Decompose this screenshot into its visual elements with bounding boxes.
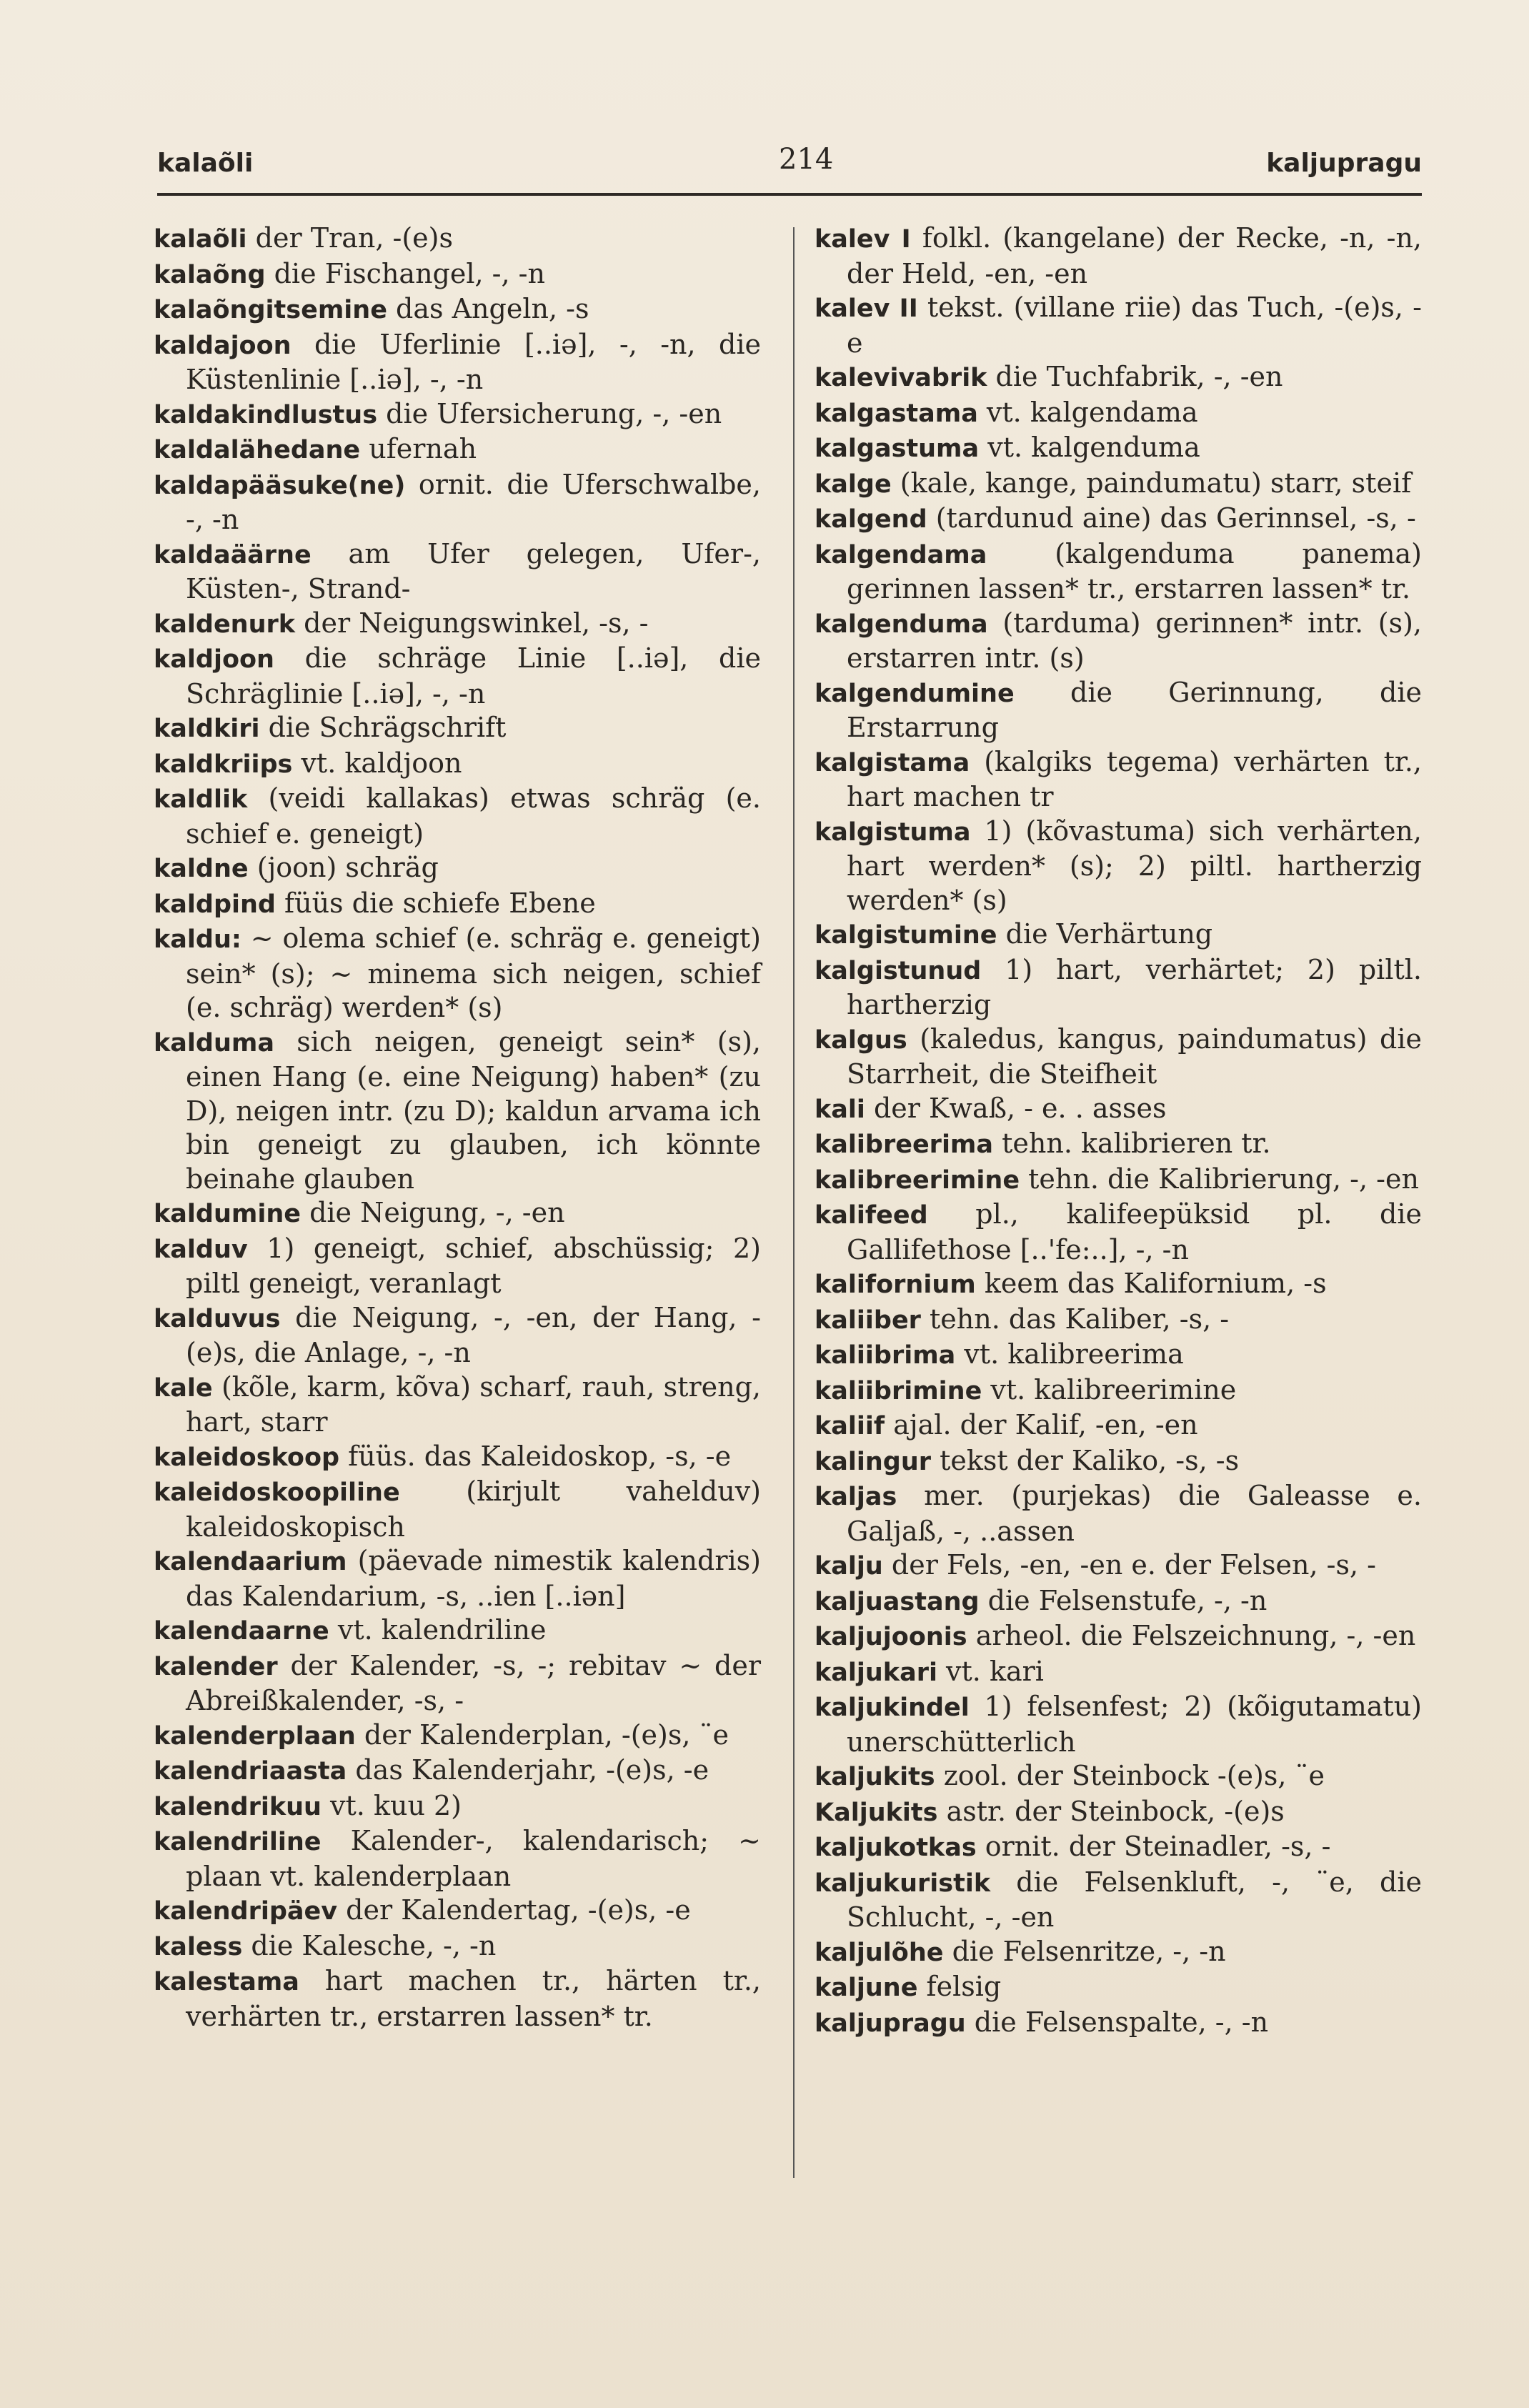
entry-headword: kalender — [154, 1652, 278, 1681]
entry-definition: 1) geneigt, schief, abschüssig; 2) piltl geneigt, veranlagt — [186, 1232, 770, 1299]
dictionary-entry — [154, 397, 761, 433]
entry-headword: kalifeed — [815, 1201, 928, 1230]
dictionary-entry — [154, 887, 761, 922]
dictionary-entry — [815, 676, 1431, 745]
entry-definition: die Tuchfabrik, -, -en — [987, 361, 1283, 392]
column-divider — [793, 227, 795, 2178]
dictionary-entry — [815, 607, 1431, 676]
entry-definition: (kale, kange, paindumatu) starr, steif — [891, 467, 1412, 499]
entry-definition: astr. der Steinbock, -(e)s — [937, 1795, 1285, 1827]
entry-headword: kaljune — [815, 1974, 918, 2002]
entry-definition: tekst. (villane riie) das Tuch, -(e)s, -e — [847, 292, 1422, 359]
dictionary-entry — [154, 782, 770, 851]
entry-definition: (kalgenduma panema) gerinnen lassen* tr., erstarren lassen* tr. — [847, 537, 1431, 605]
entry-definition: felsig — [917, 1971, 1002, 2002]
entry-headword: kalifornium — [815, 1270, 976, 1299]
entry-headword: kaldkriips — [154, 750, 293, 779]
entry-definition: 1) (kõvastuma) sich verhärten, hart werden* (s); 2) piltl. hartherzig werden* (s) — [847, 815, 1431, 916]
entry-headword: kaljupragu — [815, 2009, 966, 2038]
entry-definition: vt. kalgenduma — [979, 432, 1200, 463]
dictionary-entry — [154, 1544, 770, 1613]
entry-definition: (kaledus, kangus, paindumatus) die Starrheit, die Steifheit — [847, 1023, 1431, 1090]
entry-definition: die Neigung, -, -en, der Hang, -(e)s, die Anlage, -, -n — [186, 1301, 761, 1368]
entry-headword: kalge — [815, 469, 892, 499]
dictionary-entry — [154, 1370, 770, 1440]
entry-definition: tehn. das Kaliber, -s, - — [920, 1303, 1230, 1335]
dictionary-entry — [154, 1196, 761, 1232]
entry-headword: kaldaäärne — [154, 540, 312, 569]
dictionary-entry — [815, 1759, 1422, 1795]
entry-headword: kaliif — [815, 1412, 885, 1441]
entry-headword: kaldjoon — [154, 645, 274, 674]
dictionary-entry — [154, 747, 761, 782]
dictionary-entry — [154, 257, 761, 293]
entry-headword: kalgistunud — [815, 956, 982, 985]
dictionary-entry — [815, 1830, 1422, 1866]
entry-headword: kaljujoonis — [815, 1623, 967, 1651]
entry-definition: der Kalendertag, -(e)s, -e — [337, 1894, 691, 1926]
dictionary-entry — [815, 1408, 1422, 1444]
entry-definition: ajal. der Kalif, -en, -en — [885, 1409, 1198, 1441]
entry-definition: (kõle, karm, kõva) scharf, rauh, streng, hart, starr — [186, 1370, 770, 1438]
entry-definition: vt. kalibreerimine — [982, 1373, 1237, 1406]
entry-headword: kalduvus — [154, 1304, 281, 1333]
dictionary-entry — [815, 1444, 1422, 1480]
entry-headword: kalendripäev — [154, 1897, 338, 1926]
entry-definition: pl., kalifeepüksid pl. die Gallifethose [..'fe:..], -, -n — [847, 1198, 1431, 1265]
dictionary-entry — [154, 432, 761, 468]
entry-definition: tekst der Kaliko, -s, -s — [931, 1444, 1240, 1476]
entry-definition: tehn. kalibrieren tr. — [993, 1128, 1271, 1159]
entry-headword: kaljulõhe — [815, 1938, 944, 1967]
left-column — [154, 222, 770, 2034]
entry-headword: kaldu: — [154, 925, 241, 954]
dictionary-entry — [815, 1267, 1422, 1303]
entry-headword: kaldpind — [154, 890, 276, 919]
dictionary-entry — [154, 292, 761, 328]
entry-headword: kaliibrima — [815, 1341, 956, 1370]
entry-headword: kaldalähedane — [154, 436, 361, 464]
entry-definition: vt. kuu 2) — [321, 1789, 462, 1821]
dictionary-entry — [815, 917, 1422, 953]
entry-headword: kalibreerimine — [815, 1165, 1020, 1195]
entry-definition: die Schrägschrift — [259, 712, 507, 743]
entry-headword: kalduv — [154, 1235, 248, 1264]
entry-headword: kaliiber — [815, 1305, 921, 1335]
entry-definition: Kalender-, kalendarisch; ~ plaan vt. kalenderplaan — [186, 1825, 770, 1892]
dictionary-entry — [815, 953, 1431, 1023]
dictionary-entry — [154, 922, 770, 1025]
entry-definition: die Uferlinie [..iə], -, -n, die Küstenlinie [..iə], -, -n — [186, 328, 770, 395]
dictionary-entry — [815, 360, 1422, 396]
entry-definition: zool. der Steinbock -(e)s, ¨e — [935, 1760, 1325, 1791]
dictionary-entry — [154, 1753, 761, 1789]
dictionary-entry — [815, 1163, 1422, 1198]
entry-headword: kalduma — [154, 1028, 274, 1058]
entry-headword: kalaõngitsemine — [154, 296, 387, 324]
entry-definition: die Kalesche, -, -n — [242, 1929, 497, 1961]
dictionary-entry — [815, 1198, 1431, 1267]
dictionary-entry — [154, 1718, 761, 1754]
entry-headword: kaljukotkas — [815, 1834, 977, 1862]
dictionary-entry — [815, 502, 1422, 537]
entry-definition: 1) felsenfest; 2) (kõigutamatu) unerschütterlich — [847, 1691, 1431, 1758]
entry-headword: kalendaarium — [154, 1548, 347, 1576]
dictionary-entry — [154, 1613, 761, 1649]
dictionary-entry — [815, 537, 1431, 607]
entry-definition: keem das Kalifornium, -s — [975, 1268, 1327, 1299]
dictionary-entry — [154, 1964, 770, 2034]
entry-headword: kalaõng — [154, 260, 266, 289]
entry-headword: kaleidoskoopiline — [154, 1478, 400, 1507]
dictionary-entry — [154, 1894, 761, 1929]
entry-headword: kalgendama — [815, 540, 987, 569]
dictionary-entry — [815, 1127, 1422, 1163]
entry-definition: die Felsenstufe, -, -n — [979, 1584, 1267, 1616]
entry-headword: kaljas — [815, 1483, 897, 1511]
entry-headword: kale — [154, 1373, 213, 1403]
entry-definition: vt. kalgendama — [977, 396, 1198, 428]
entry-headword: kalgus — [815, 1025, 907, 1055]
entry-headword: kalgistuma — [815, 817, 971, 847]
dictionary-entry — [815, 2006, 1422, 2041]
dictionary-entry — [154, 1025, 770, 1197]
entry-headword: kalingur — [815, 1447, 932, 1476]
dictionary-entry — [154, 1929, 761, 1965]
dictionary-entry — [815, 222, 1431, 291]
entry-headword: kaliibrimine — [815, 1376, 982, 1406]
entry-definition: die Ufersicherung, -, -en — [377, 397, 722, 429]
entry-headword: kalibreerima — [815, 1130, 994, 1159]
dictionary-entry — [815, 1023, 1431, 1092]
dictionary-entry — [154, 711, 761, 747]
entry-definition: folkl. (kangelane) der Recke, -n, -n, der Held, -en, -en — [847, 222, 1431, 289]
dictionary-entry — [154, 1789, 761, 1825]
dictionary-entry — [154, 1824, 770, 1894]
dictionary-entry — [154, 642, 770, 711]
entry-definition: (kalgiks tegema) verhärten tr., hart machen tr — [847, 745, 1431, 812]
dictionary-entry — [815, 1338, 1422, 1373]
entry-definition: tehn. die Kalibrierung, -, -en — [1020, 1163, 1419, 1195]
entry-headword: kaless — [154, 1932, 243, 1961]
dictionary-entry — [815, 1795, 1422, 1831]
entry-definition: ornit. die Uferschwalbe, -, -n — [186, 468, 770, 535]
dictionary-entry — [815, 1690, 1431, 1759]
entry-headword: kalgistumine — [815, 921, 997, 950]
header-right-word: kaljupragu — [1266, 149, 1422, 178]
entry-headword: kalju — [815, 1552, 883, 1581]
entry-headword: kalestama — [154, 1968, 299, 1996]
page-number: 214 — [779, 143, 834, 176]
dictionary-entry — [815, 1092, 1422, 1128]
dictionary-entry — [154, 1649, 770, 1718]
entry-headword: kaldlik — [154, 785, 248, 814]
entry-headword: kalev I — [815, 225, 911, 254]
entry-headword: kalendaarne — [154, 1617, 329, 1646]
entry-definition: vt. kaldjoon — [292, 747, 462, 779]
entry-definition: ornit. der Steinadler, -s, - — [976, 1831, 1331, 1862]
entry-headword: kaldkiri — [154, 715, 260, 743]
dictionary-entry — [815, 1935, 1422, 1971]
dictionary-entry — [815, 431, 1422, 467]
entry-headword: Kaljukits — [815, 1798, 938, 1827]
entry-headword: kaldakindlustus — [154, 400, 378, 429]
entry-headword: kaldne — [154, 855, 249, 883]
entry-definition: die Felsenritze, -, -n — [943, 1935, 1226, 1967]
entry-headword: kaleidoskoop — [154, 1443, 340, 1472]
entry-definition: ufernah — [360, 433, 477, 464]
entry-definition: arheol. die Felszeichnung, -, -en — [967, 1620, 1416, 1651]
dictionary-entry — [154, 1475, 770, 1544]
dictionary-entry — [815, 1584, 1422, 1620]
dictionary-entry — [154, 468, 770, 537]
entry-headword: kali — [815, 1095, 865, 1124]
dictionary-entry — [154, 851, 761, 887]
dictionary-entry — [815, 467, 1422, 502]
right-column — [815, 222, 1431, 2041]
entry-definition: füüs. das Kaleidoskop, -s, -e — [339, 1440, 732, 1472]
entry-headword: kalenderplaan — [154, 1721, 356, 1751]
entry-definition: (tarduma) gerinnen* intr. (s), erstarren intr. (s) — [847, 607, 1431, 674]
entry-definition: 1) hart, verhärtet; 2) piltl. hartherzig — [847, 953, 1431, 1020]
dictionary-entry — [154, 222, 761, 257]
dictionary-entry — [815, 1373, 1422, 1409]
entry-definition: die Gerinnung, die Erstarrung — [847, 676, 1431, 743]
entry-headword: kaldajoon — [154, 331, 292, 360]
entry-headword: kalev II — [815, 294, 918, 323]
entry-headword: kaljukits — [815, 1763, 935, 1791]
entry-headword: kalgistama — [815, 748, 970, 777]
entry-headword: kaldapääsuke(ne) — [154, 471, 406, 500]
entry-definition: (päevade nimestik kalendris) das Kalendarium, -s, ..ien [..iən] — [186, 1545, 770, 1612]
dictionary-entry — [815, 1479, 1431, 1548]
entry-headword: kaljuastang — [815, 1587, 980, 1616]
entry-headword: kalgend — [815, 505, 927, 534]
entry-definition: die Fischangel, -, -n — [265, 257, 545, 289]
entry-definition: die Verhärtung — [997, 918, 1213, 950]
dictionary-entry — [154, 537, 770, 607]
entry-definition: (veidi kallakas) etwas schräg (e. schief e. geneigt) — [186, 782, 770, 850]
dictionary-entry — [154, 1232, 770, 1301]
entry-headword: kalgastuma — [815, 434, 980, 463]
entry-definition: sich neigen, geneigt sein* (s), einen Hang (e. eine Neigung) haben* (zu D), neigen intr. (zu D); kaldun arvama ich bin geneigt zu glauben, ich könnte beinahe glauben — [186, 1025, 770, 1195]
entry-definition: mer. (purjekas) die Galeasse e. Galjaß, -, ..assen — [847, 1480, 1431, 1547]
entry-definition: das Kalenderjahr, -(e)s, -e — [347, 1754, 709, 1786]
entry-definition: hart machen tr., härten tr., verhärten tr., erstarren lassen* tr. — [186, 1965, 770, 2032]
entry-headword: kalendriline — [154, 1828, 322, 1856]
entry-definition: am Ufer gelegen, Ufer-, Küsten-, Strand- — [186, 537, 770, 605]
dictionary-entry — [815, 396, 1422, 432]
running-head — [157, 136, 1422, 196]
entry-definition: der Neigungswinkel, -s, - — [295, 607, 649, 639]
dictionary-entry — [154, 1301, 761, 1370]
entry-definition: vt. kalibreerima — [955, 1338, 1184, 1370]
dictionary-entry — [815, 815, 1431, 918]
entry-headword: kaljukari — [815, 1658, 937, 1687]
entry-definition: die Felsenspalte, -, -n — [965, 2006, 1269, 2038]
entry-definition: vt. kalendriline — [329, 1614, 547, 1646]
dictionary-entry — [815, 1970, 1422, 2006]
entry-definition: das Angeln, -s — [387, 293, 589, 324]
entry-definition: der Kwaß, - e. . asses — [865, 1092, 1167, 1124]
entry-headword: kaljukindel — [815, 1693, 970, 1722]
entry-definition: der Fels, -en, -en e. der Felsen, -s, - — [882, 1549, 1376, 1581]
entry-definition: die Felsenkluft, -, ¨e, die Schlucht, -, -en — [847, 1866, 1431, 1933]
entry-definition: die schräge Linie [..iə], die Schräglinie [..iə], -, -n — [186, 642, 770, 710]
entry-headword: kalendriaasta — [154, 1757, 347, 1786]
dictionary-entry — [154, 607, 761, 642]
entry-headword: kalaõli — [154, 225, 247, 254]
entry-headword: kalevivabrik — [815, 364, 987, 392]
entry-headword: kaldumine — [154, 1200, 301, 1228]
entry-headword: kalgenduma — [815, 610, 988, 639]
entry-definition: der Kalenderplan, -(e)s, ¨e — [355, 1718, 729, 1751]
entry-definition: die Neigung, -, -en — [300, 1197, 565, 1228]
entry-definition: füüs die schiefe Ebene — [275, 887, 596, 919]
entry-definition: ~ olema schief (e. schräg e. geneigt) sein* (s); ~ minema sich neigen, schief (e. schräg) werden* (s) — [186, 922, 770, 1023]
dictionary-entry — [815, 1619, 1422, 1655]
dictionary-entry — [154, 1440, 761, 1476]
entry-definition: (tardunud aine) das Gerinnsel, -s, - — [927, 502, 1416, 534]
entry-headword: kalgendumine — [815, 679, 1015, 708]
dictionary-entry — [815, 1655, 1422, 1691]
entry-headword: kaldenurk — [154, 610, 296, 639]
entry-definition: der Kalender, -s, -; rebitav ~ der Abreißkalender, -s, - — [186, 1649, 770, 1716]
dictionary-entry — [815, 745, 1431, 815]
dictionary-entry — [815, 1548, 1422, 1584]
entry-definition: (joon) schräg — [248, 852, 439, 883]
entry-headword: kalendrikuu — [154, 1792, 322, 1821]
dictionary-entry — [154, 328, 770, 397]
dictionary-entry — [815, 291, 1422, 360]
entry-headword: kaljukuristik — [815, 1869, 991, 1898]
entry-definition: der Tran, -(e)s — [246, 222, 453, 254]
entry-definition: vt. kari — [937, 1655, 1044, 1687]
header-left-word: kalaõli — [157, 149, 254, 178]
entry-definition: (kirjult vahelduv) kaleidoskopisch — [186, 1476, 770, 1543]
dictionary-entry — [815, 1866, 1431, 1935]
entry-headword: kalgastama — [815, 399, 978, 428]
dictionary-entry — [815, 1303, 1422, 1338]
